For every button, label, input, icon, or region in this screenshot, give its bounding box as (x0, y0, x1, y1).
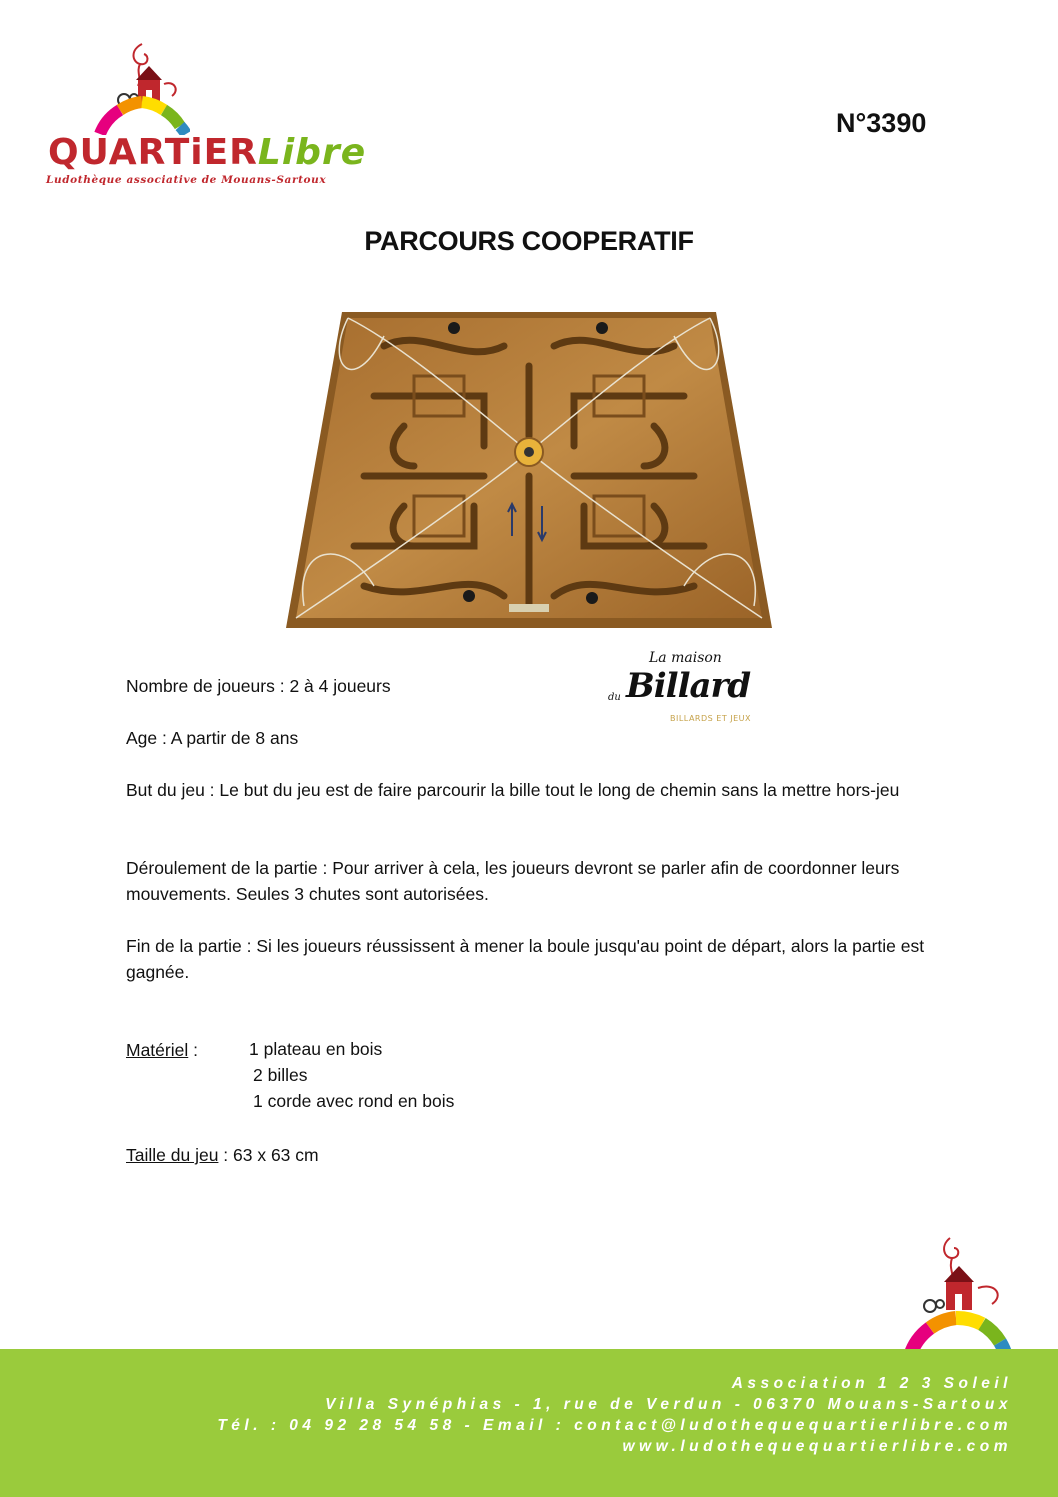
players-paragraph (126, 673, 946, 699)
size-paragraph (126, 1142, 946, 1168)
players-value: 2 à 4 joueurs (289, 676, 391, 696)
footer-castle-rainbow-icon (900, 1230, 1020, 1360)
document-number: N°3390 (836, 108, 927, 138)
footer-address: Villa Synéphias - 1, rue de Verdun - 06370 Mouans-Sartoux (325, 1396, 1012, 1413)
footer-contact[interactable]: Tél. : 04 92 28 54 58 - Email : contact@ludothequequartierlibre.com (217, 1417, 1012, 1434)
material-label-line (126, 1037, 246, 1063)
age-label: Age : A partir de (126, 728, 251, 748)
age-unit: ans (270, 728, 299, 748)
size-label: Taille du jeu (126, 1145, 219, 1165)
age-number: 8 (255, 728, 266, 748)
material-item: 1 plateau en bois (249, 1039, 383, 1059)
material-label: Matériel (126, 1040, 189, 1060)
age-paragraph (126, 725, 946, 751)
logo-word-quartier: QUARTiER (48, 132, 258, 173)
brand-line-4: BILLARDS ET JEUX (670, 714, 751, 723)
players-label: Nombre de joueurs : (126, 676, 285, 696)
quartier-libre-logo (40, 40, 367, 190)
goal-paragraph: But du jeu : Le but du jeu est de faire parcourir la bille tout le long de chemin sans la mettre hors-jeu (126, 780, 900, 800)
logo-word-libre: Libre (257, 132, 367, 173)
footer-band (0, 1349, 1058, 1497)
footer-association: Association 1 2 3 Soleil (731, 1375, 1012, 1392)
brand-line-1: La maison (649, 650, 722, 666)
material-item: 2 billes (253, 1065, 308, 1085)
material-item: 1 corde avec rond en bois (253, 1091, 455, 1111)
wooden-maze-board-image (284, 306, 774, 640)
material-separator: : (188, 1040, 198, 1060)
brand-line-2: du (608, 692, 621, 703)
footer-website-link[interactable]: www.ludothequequartierlibre.com (622, 1438, 1012, 1455)
size-value: : 63 x 63 cm (218, 1145, 319, 1165)
brand-line-3: Billard (626, 666, 751, 706)
end-paragraph: Fin de la partie : Si les joueurs réussissent à mener la boule jusqu'au point de départ, alors la partie est gagnée. (126, 936, 925, 982)
logo-wordmark (48, 132, 366, 173)
progress-paragraph: Déroulement de la partie : Pour arriver à cela, les joueurs devront se parler afin de coordonner leurs mouvements. Seules 3 chutes sont autorisées. (126, 858, 900, 904)
logo-subtitle: Ludothèque associative de Mouans-Sartoux (46, 174, 327, 186)
logo-castle-rainbow-icon (80, 40, 190, 135)
page-title: PARCOURS COOPERATIF (364, 226, 694, 256)
